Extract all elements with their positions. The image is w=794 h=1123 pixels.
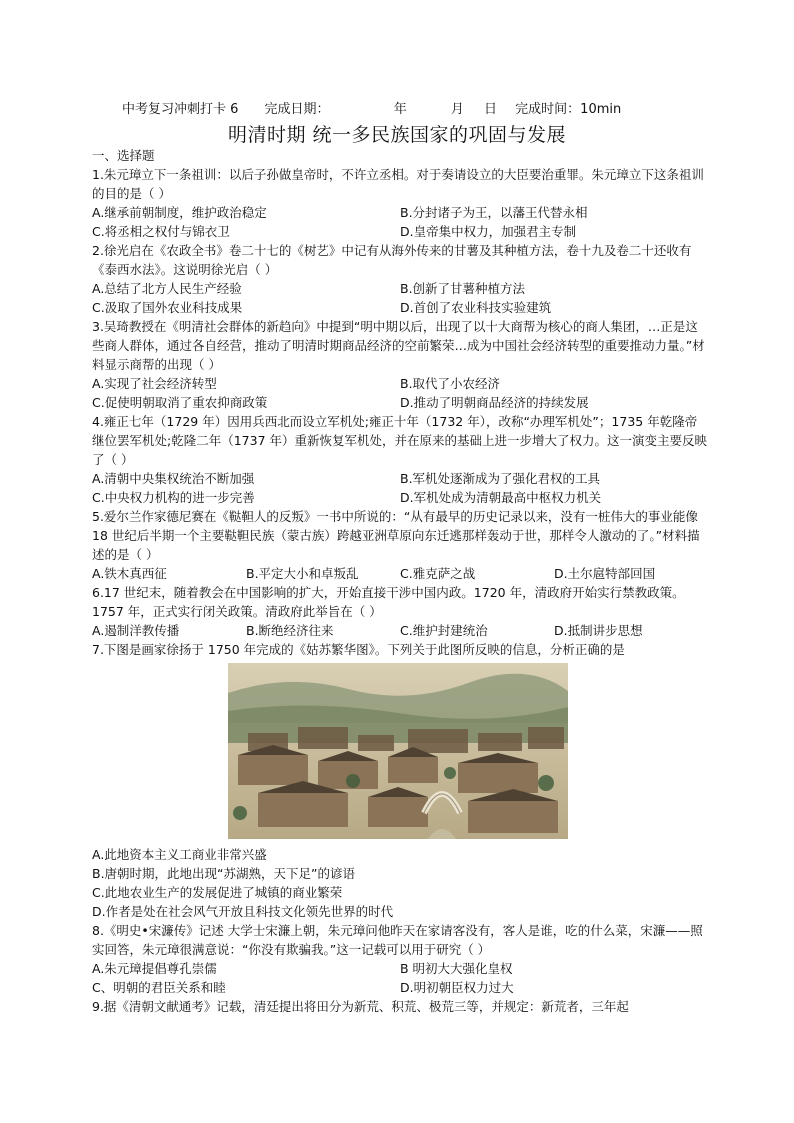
q6-option-a[interactable]: A.遏制洋教传播 [92,623,180,638]
q5-option-c[interactable]: C.雅克萨之战 [400,566,476,581]
q4-options-row1 [92,469,708,488]
q1-option-d[interactable]: D.皇帝集中权力，加强君主专制 [400,224,577,239]
gusu-painting-image [228,663,568,839]
q1-options-row1 [92,203,708,222]
q1-options-row2 [92,222,708,241]
q3-options-row1 [92,374,708,393]
q2-options-row2 [92,298,708,317]
q4-option-d[interactable]: D.军机处成为清朝最高中枢权力机关 [400,490,602,505]
q4-option-b[interactable]: B.军机处逐渐成为了强化君权的工具 [400,471,601,486]
q2-option-d[interactable]: D.首创了农业科技实验建筑 [400,300,552,315]
q7-option-b[interactable]: B.唐朝时期，此地出现“苏湖熟，天下足”的谚语 [92,866,356,881]
header-date-label: 完成日期： [264,102,330,117]
q6-options [92,621,708,640]
q2-option-c[interactable]: C.汲取了国外农业科技成果 [92,300,243,315]
q8-options-row2 [92,978,708,997]
q1-stem: 1.朱元璋立下一条祖训：以后子孙做皇帝时，不许立丞相。对于奏请设立的大臣要治重罪。朱元璋立下这条祖训的目的是（ ） [92,167,704,201]
section-heading: 一、选择题 [92,148,155,163]
q8-option-c[interactable]: C、明朝的君臣关系和睦 [92,980,226,995]
q7-option-c[interactable]: C.此地农业生产的发展促进了城镇的商业繁荣 [92,885,343,900]
q8-option-a[interactable]: A.朱元璋提倡尊孔崇儒 [92,961,217,976]
q8-option-b[interactable]: B 明初大大强化皇权 [400,961,513,976]
q6-option-d[interactable]: D.抵制讲步思想 [554,623,643,638]
header-time-label: 完成时间：10min [515,102,622,117]
q3-option-d[interactable]: D.推动了明朝商品经济的持续发展 [400,395,589,410]
q5-option-a[interactable]: A.铁木真西征 [92,566,167,581]
q3-options-row2 [92,393,708,412]
q2-option-a[interactable]: A.总结了北方人民生产经验 [92,281,242,296]
q7-option-d[interactable]: D.作者是处在社会风气开放且科技文化领先世界的时代 [92,904,394,919]
header-day: 日 [484,102,498,117]
q6-option-b[interactable]: B.断绝经济往来 [246,623,334,638]
q8-stem: 8.《明史•宋濂传》记述 大学士宋濂上朝，朱元璋问他昨天在家请客没有，客人是谁，吃的什么菜，宋濂——照实回答，朱元璋很满意说：“你没有欺骗我。”这一记载可以用于研究（ ） [92,923,703,957]
q8-options-row1 [92,959,708,978]
q7-stem: 7.下图是画家徐扬于 1750 年完成的《姑苏繁华图》。下列关于此图所反映的信息，分析正确的是 [92,642,625,657]
header-month: 月 [450,102,464,117]
q4-option-a[interactable]: A.清朝中央集权统治不断加强 [92,471,255,486]
q8-option-d[interactable]: D.明初朝臣权力过大 [400,980,514,995]
q3-option-a[interactable]: A.实现了社会经济转型 [92,376,217,391]
header-card: 中考复习冲刺打卡 6 [122,102,239,117]
q5-options [92,564,708,583]
q1-option-b[interactable]: B.分封诸子为王，以藩王代替永相 [400,205,588,220]
header-year: 年 [393,102,407,117]
q5-option-b[interactable]: B.平定大小和卓叛乱 [246,566,359,581]
header-line [122,98,682,117]
q4-stem: 4.雍正七年（1729 年）因用兵西北而设立军机处;雍正十年（1732 年），改称“办理军机处”；1735 年乾隆帝继位罢军机处;乾隆二年（1737 年）重新恢复军机处，并在原来的基础上进一步增大了权力。这一演变主要反映了（ ） [92,414,707,467]
question-list [92,146,708,1016]
page-title: 明清时期 统一多民族国家的巩固与发展 [227,124,567,146]
q1-option-a[interactable]: A.继承前朝制度，维护政治稳定 [92,205,267,220]
q3-option-c[interactable]: C.促使明朝取消了重农抑商政策 [92,395,268,410]
q3-option-b[interactable]: B.取代了小农经济 [400,376,501,391]
q6-stem: 6.17 世纪末，随着教会在中国影响的扩大，开始直接干涉中国内政。1720 年，清政府开始实行禁教政策。1757 年，正式实行闭关政策。清政府此举旨在（ ） [92,585,685,619]
q1-option-c[interactable]: C.将丞相之权付与锦衣卫 [92,224,230,239]
q4-option-c[interactable]: C.中央权力机构的进一步完善 [92,490,255,505]
q7-option-a[interactable]: A.此地资本主义工商业非常兴盛 [92,847,267,862]
q2-stem: 2.徐光启在《农政全书》卷二十七的《树艺》中记有从海外传来的甘薯及其种植方法，卷十九及卷二十还收有《泰西水法》。这说明徐光启（ ） [92,243,692,277]
q5-option-d[interactable]: D.土尔扈特部回国 [554,566,656,581]
q9-stem: 9.据《清朝文献通考》记载，清廷提出将田分为新荒、积荒、极荒三等，并规定：新荒者，三年起 [92,999,629,1014]
q6-option-c[interactable]: C.维护封建统治 [400,623,488,638]
q4-options-row2 [92,488,708,507]
q2-option-b[interactable]: B.创新了甘薯种植方法 [400,281,526,296]
q2-options-row1 [92,279,708,298]
q5-stem: 5.爱尔兰作家德尼赛在《鞑靼人的反叛》一书中所说的：“从有最早的历史记录以来，没有一桩伟大的事业能像 18 世纪后半期一个主要鞑靼民族（蒙古族）跨越亚洲草原向东迁逃那样轰动于世，那样令人激动的了。”材料描述的是（ ） [92,509,700,562]
q3-stem: 3.吴琦教授在《明清社会群体的新趋向》中提到“明中期以后，出现了以十大商帮为核心的商人集团，…正是这些商人群体，通过各自经营，推动了明清时期商品经济的空前繁荣…成为中国社会经济转型的重要推动力量。”材料显示商帮的出现（ ） [92,319,705,372]
